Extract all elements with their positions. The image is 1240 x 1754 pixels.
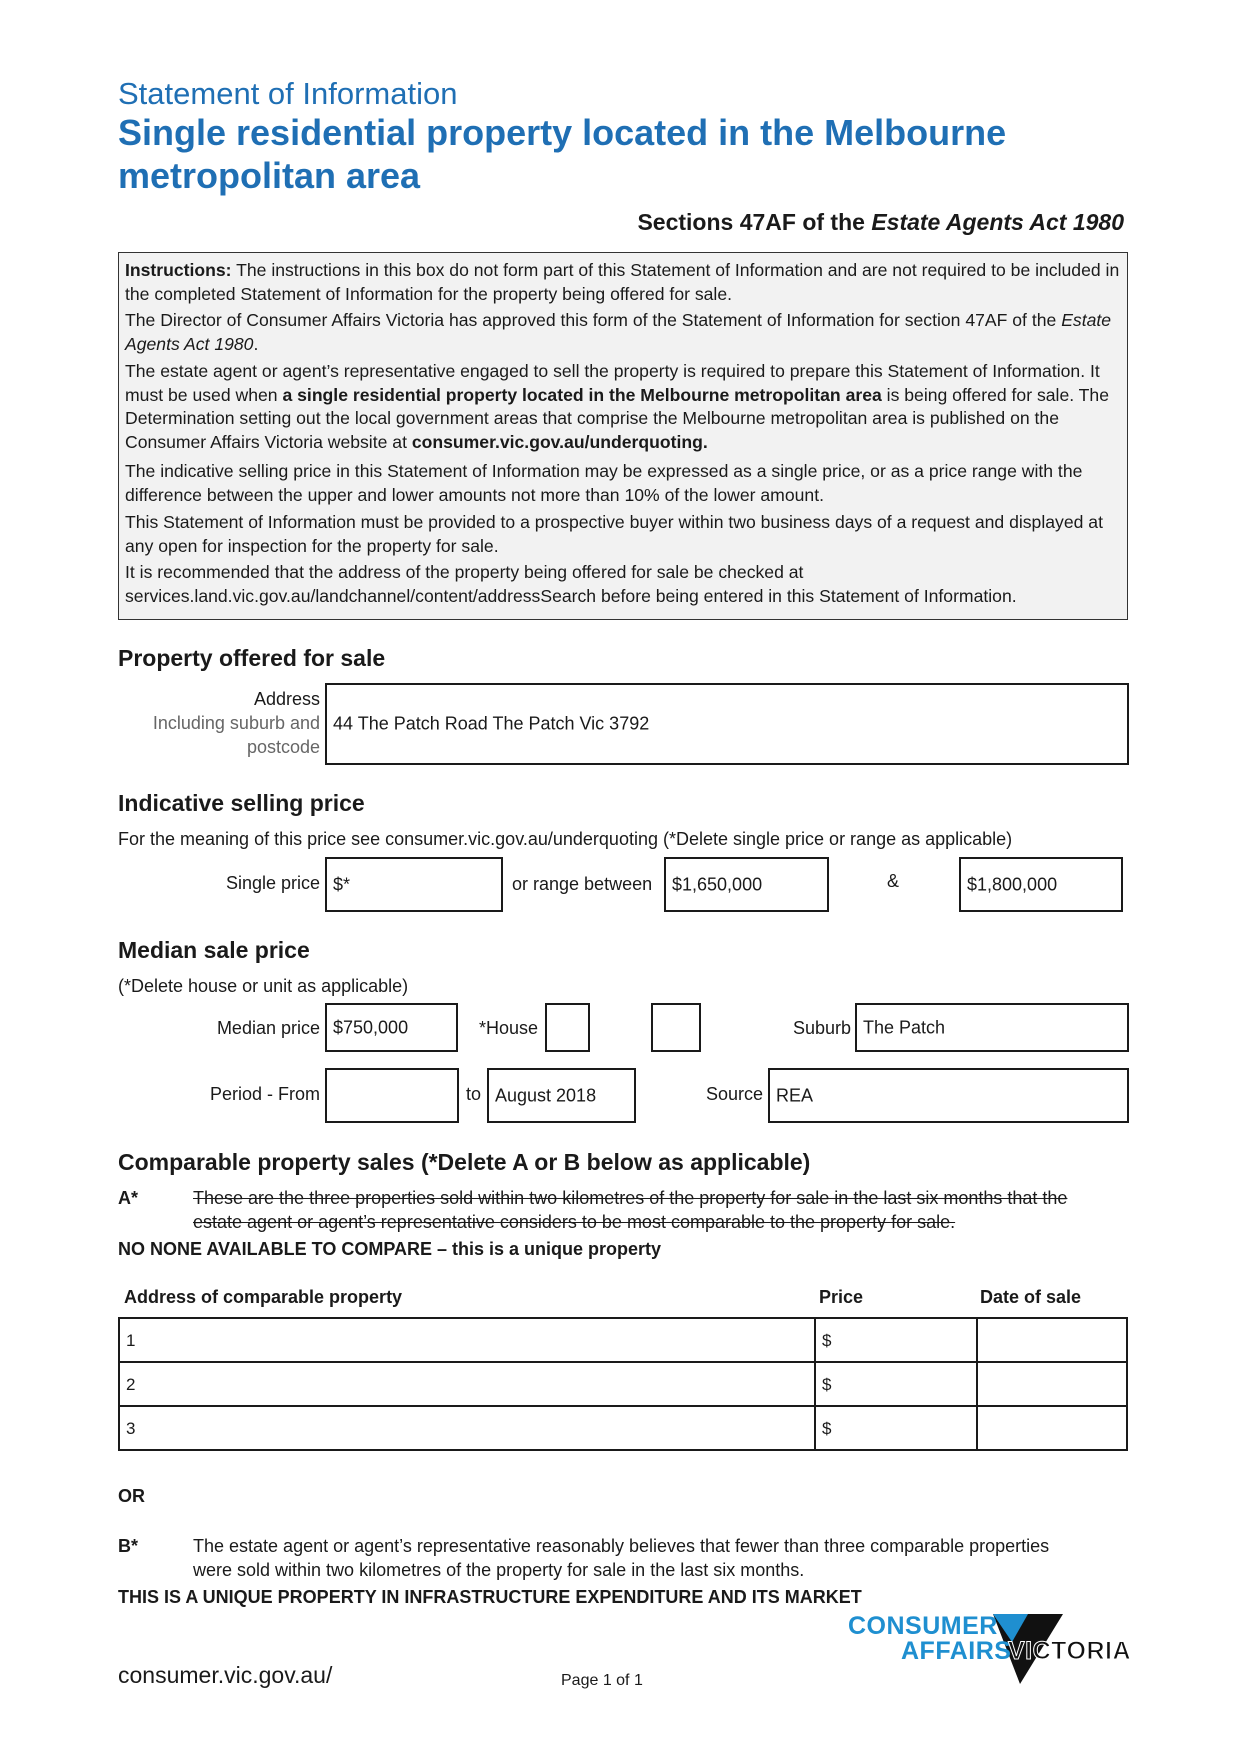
comparable-price-cell[interactable] [815, 1318, 977, 1362]
page-title-line2: metropolitan area [118, 155, 421, 196]
row-price: $ [822, 1331, 832, 1350]
range-low-field[interactable] [664, 857, 829, 912]
address-label: Address [253, 689, 320, 709]
range-low-value: $1,650,000 [672, 874, 763, 894]
table-row [119, 1362, 1127, 1406]
instructions-box [118, 252, 1128, 620]
indicative-note: For the meaning of this price see consumer.vic.gov.au/underquoting (*Delete single price or range as applicable) [118, 829, 1013, 849]
page-title-line1: Single residential property located in the Melbourne [118, 112, 1007, 153]
sections-reference [637, 209, 1124, 236]
single-price-label: Single price [225, 873, 320, 893]
instructions-p6: It is recommended that the address of the property being offered for sale be checked at services.land.vic.gov.au/landchannel/content/addressSearch before being entered in this Statement of Information. [125, 562, 1017, 606]
comparable-date-cell[interactable] [977, 1406, 1127, 1450]
period-to-value: August 2018 [495, 1085, 597, 1105]
page-number: Page 1 of 1 [561, 1672, 643, 1689]
option-b-label: B* [118, 1536, 139, 1556]
property-heading: Property offered for sale [118, 645, 386, 671]
period-to-label: to [466, 1084, 482, 1104]
row-number: 3 [126, 1419, 136, 1438]
table-row [119, 1406, 1127, 1450]
consumer-affairs-victoria-logo [848, 1612, 1131, 1684]
instructions-p1-text: The instructions in this box do not form part of this Statement of Information and are not required to be included in the completed Statement of Information for the property being offered for sale. [125, 260, 1120, 304]
instructions-p2-end: . [253, 333, 259, 354]
underquoting-link[interactable]: consumer.vic.gov.au/underquoting. [411, 431, 708, 452]
option-b-text-line1: The estate agent or agent’s representative reasonably believes that fewer than three comparable properties [193, 1536, 1050, 1556]
range-label: or range between [512, 874, 653, 894]
instructions-lead: Instructions: [125, 260, 232, 280]
house-checkbox[interactable] [545, 1003, 590, 1052]
logo-victoria: VICTORIA [1008, 1637, 1131, 1665]
form-kicker: Statement of Information [118, 76, 458, 111]
house-label: *House [479, 1018, 539, 1038]
sections-act: Estate Agents Act 1980 [871, 209, 1124, 235]
address-field[interactable] [325, 683, 1129, 765]
instructions-p2 [125, 309, 1121, 356]
median-price-value: $750,000 [333, 1017, 409, 1037]
median-note: (*Delete house or unit as applicable) [118, 976, 409, 996]
period-from-field[interactable] [325, 1068, 459, 1123]
median-price-field[interactable] [325, 1003, 458, 1052]
source-label: Source [705, 1084, 763, 1104]
instructions-p1 [125, 259, 1121, 306]
comparable-price-cell[interactable] [815, 1406, 977, 1450]
row-number: 1 [126, 1331, 136, 1350]
comparable-address-cell[interactable] [119, 1362, 815, 1406]
single-price-field[interactable] [325, 857, 503, 912]
col-date-header: Date of sale [980, 1287, 1082, 1307]
range-high-field[interactable] [959, 857, 1123, 912]
suburb-label: Suburb [792, 1018, 851, 1038]
instructions-p3 [125, 360, 1121, 454]
single-price-value: $* [333, 874, 351, 894]
comparable-date-cell[interactable] [977, 1318, 1127, 1362]
instructions-p3-text2: is being offered for sale. The Determination setting out the local government areas that comprise the Melbourne metropolitan area is published on the Consumer Affairs Victoria website at [125, 384, 1109, 452]
col-price-header: Price [819, 1287, 864, 1307]
suburb-field[interactable] [855, 1003, 1129, 1052]
instructions-p2-text: The Director of Consumer Affairs Victoria has approved this form of the Statement of Information for section 47AF of the [125, 310, 1062, 330]
median-price-label: Median price [216, 1018, 320, 1038]
option-a-label: A* [118, 1188, 139, 1208]
comparable-address-cell[interactable] [119, 1318, 815, 1362]
option-a-text-line2: estate agent or agent’s representative considers to be most comparable to the property for sale. [193, 1212, 956, 1232]
range-ampersand: & [887, 871, 900, 891]
comparable-heading: Comparable property sales (*Delete A or B below as applicable) [118, 1149, 811, 1175]
row-price: $ [822, 1419, 832, 1438]
unique-property-note: THIS IS A UNIQUE PROPERTY IN INFRASTRUCTURE EXPENDITURE AND ITS MARKET [118, 1587, 862, 1607]
none-available-note: NO NONE AVAILABLE TO COMPARE – this is a unique property [118, 1239, 662, 1259]
period-to-field[interactable] [487, 1068, 636, 1123]
comparable-table [118, 1317, 1128, 1451]
period-from-label: Period - From [209, 1084, 320, 1104]
or-label: OR [118, 1486, 145, 1506]
instructions-p5: This Statement of Information must be provided to a prospective buyer within two business days of a request and displayed at any open for inspection for the property for sale. [125, 512, 1103, 556]
instructions-p2-act: Estate Agents Act 1980 [125, 310, 1112, 354]
option-a-text-line1: These are the three properties sold within two kilometres of the property for sale in the last six months that the [193, 1188, 1068, 1208]
suburb-value: The Patch [863, 1017, 946, 1037]
instructions-p4: The indicative selling price in this Statement of Information may be expressed as a single price, or as a price range with the difference between the upper and lower amounts not more than 10% of the lower amount. [125, 461, 1083, 505]
instructions-p3-bold: a single residential property located in the Melbourne metropolitan area [282, 384, 882, 405]
median-heading: Median sale price [118, 937, 310, 963]
instructions-p3-text: The estate agent or agent’s representative engaged to sell the property is required to prepare this Statement of Information. It must be used when [125, 361, 1100, 405]
comparable-address-cell[interactable] [119, 1406, 815, 1450]
source-field[interactable] [768, 1068, 1129, 1123]
address-sublabel-2: postcode [246, 737, 320, 757]
unit-checkbox[interactable] [651, 1003, 701, 1052]
row-price: $ [822, 1375, 832, 1394]
logo-consumer: CONSUMER [848, 1612, 998, 1640]
comparable-price-cell[interactable] [815, 1362, 977, 1406]
table-row [119, 1318, 1127, 1362]
option-b-text-line2: were sold within two kilometres of the property for sale in the last six months. [193, 1560, 805, 1580]
address-sublabel-1: Including suburb and [152, 713, 320, 733]
source-value: REA [776, 1085, 814, 1105]
indicative-heading: Indicative selling price [118, 790, 365, 816]
logo-affairs: AFFAIRS [901, 1637, 1012, 1665]
col-address-header: Address of comparable property [124, 1287, 403, 1307]
comparable-date-cell[interactable] [977, 1362, 1127, 1406]
row-number: 2 [126, 1375, 136, 1394]
sections-prefix: Sections 47AF of the [637, 209, 872, 235]
footer-website[interactable]: consumer.vic.gov.au/ [118, 1662, 333, 1688]
range-high-value: $1,800,000 [967, 874, 1058, 894]
address-value: 44 The Patch Road The Patch Vic 3792 [333, 713, 650, 734]
